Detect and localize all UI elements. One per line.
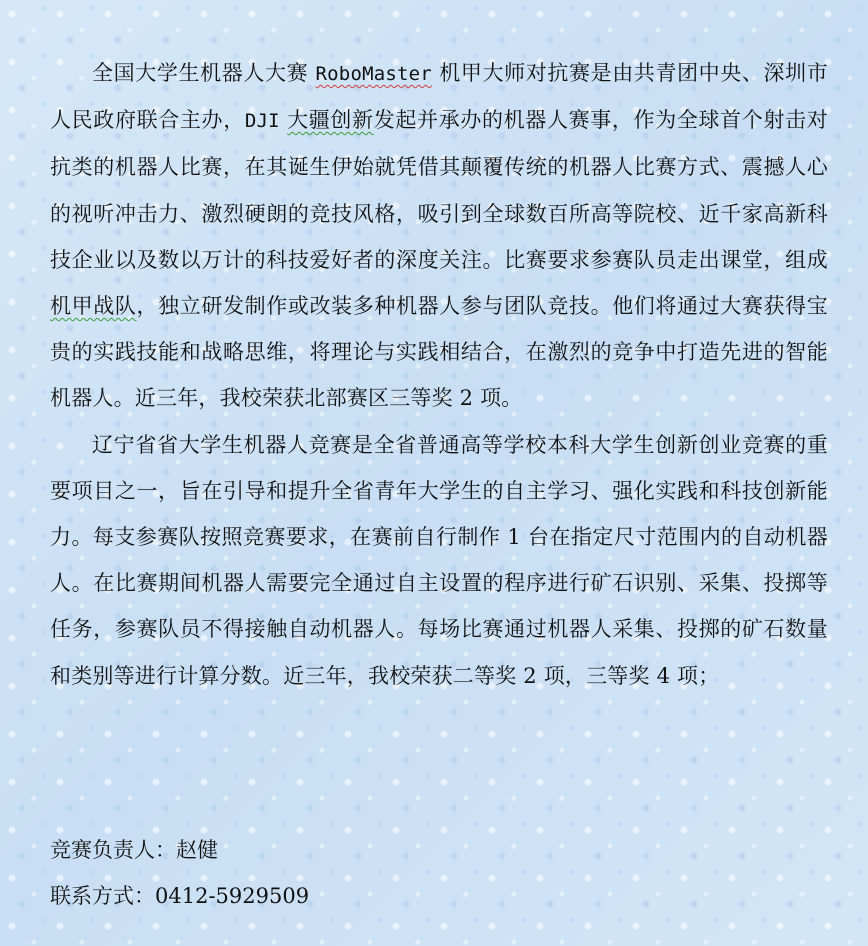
document-body — [50, 50, 828, 699]
paragraph-robomaster-part-b: 机甲大师对抗赛是由共青团中央、深圳市人民政府联合主办， — [50, 61, 828, 133]
contact-lead-name: 赵健 — [176, 838, 218, 862]
term-dajiang: 大疆创新 — [287, 108, 374, 133]
contact-lead — [50, 835, 218, 865]
contact-phone-label: 联系方式： — [50, 884, 155, 908]
paragraph-robomaster — [50, 50, 828, 422]
paragraph-robomaster-part-d: 发起并承办的机器人赛事，作为全球首个射击对抗类的机器人比赛，在其诞生伊始就凭借其颠覆传统的机器人比赛方式、震撼人心的视听冲击力、激烈硬朗的竞技风格，吸引到全球数百所高等院校、近千家高新科技企业以及数以万计的科技爱好者的深度关注。比赛要求参赛队员走出课堂，组成 — [50, 108, 828, 272]
contact-lead-label: 竞赛负责人： — [50, 838, 176, 862]
paragraph-robomaster-part-a: 全国大学生机器人大赛 — [92, 61, 316, 85]
term-robomaster: RoboMaster — [315, 63, 432, 85]
term-dji: DJI — [244, 110, 280, 133]
contact-phone — [50, 881, 309, 911]
paragraph-liaoning: 辽宁省省大学生机器人竞赛是全省普通高等学校本科大学生创新创业竞赛的重要项目之一，旨在引导和提升全省青年大学生的自主学习、强化实践和科技创新能力。每支参赛队按照竞赛要求，在赛前自行制作 1 台在指定尺寸范围内的自动机器人。在比赛期间机器人需要完全通过自主设置的程序进行矿石识别、采集、投掷等任务，参赛队员不得接触自动机器人。每场比赛通过机器人采集、投掷的矿石数量和类别等进行计算分数。近三年，我校荣获二等奖 2 项，三等奖 4 项； — [50, 432, 828, 688]
paragraph-robomaster-part-e: ，独立研发制作或改装多种机器人参与团队竞技。他们将通过大赛获得宝贵的实践技能和战略思维，将理论与实践相结合，在激烈的竞争中打造先进的智能机器人。近三年，我校荣获北部赛区三等奖 2 项。 — [50, 294, 828, 411]
contact-phone-number: 0412-5929509 — [155, 884, 310, 908]
term-jijia: 机甲战队 — [50, 294, 137, 319]
